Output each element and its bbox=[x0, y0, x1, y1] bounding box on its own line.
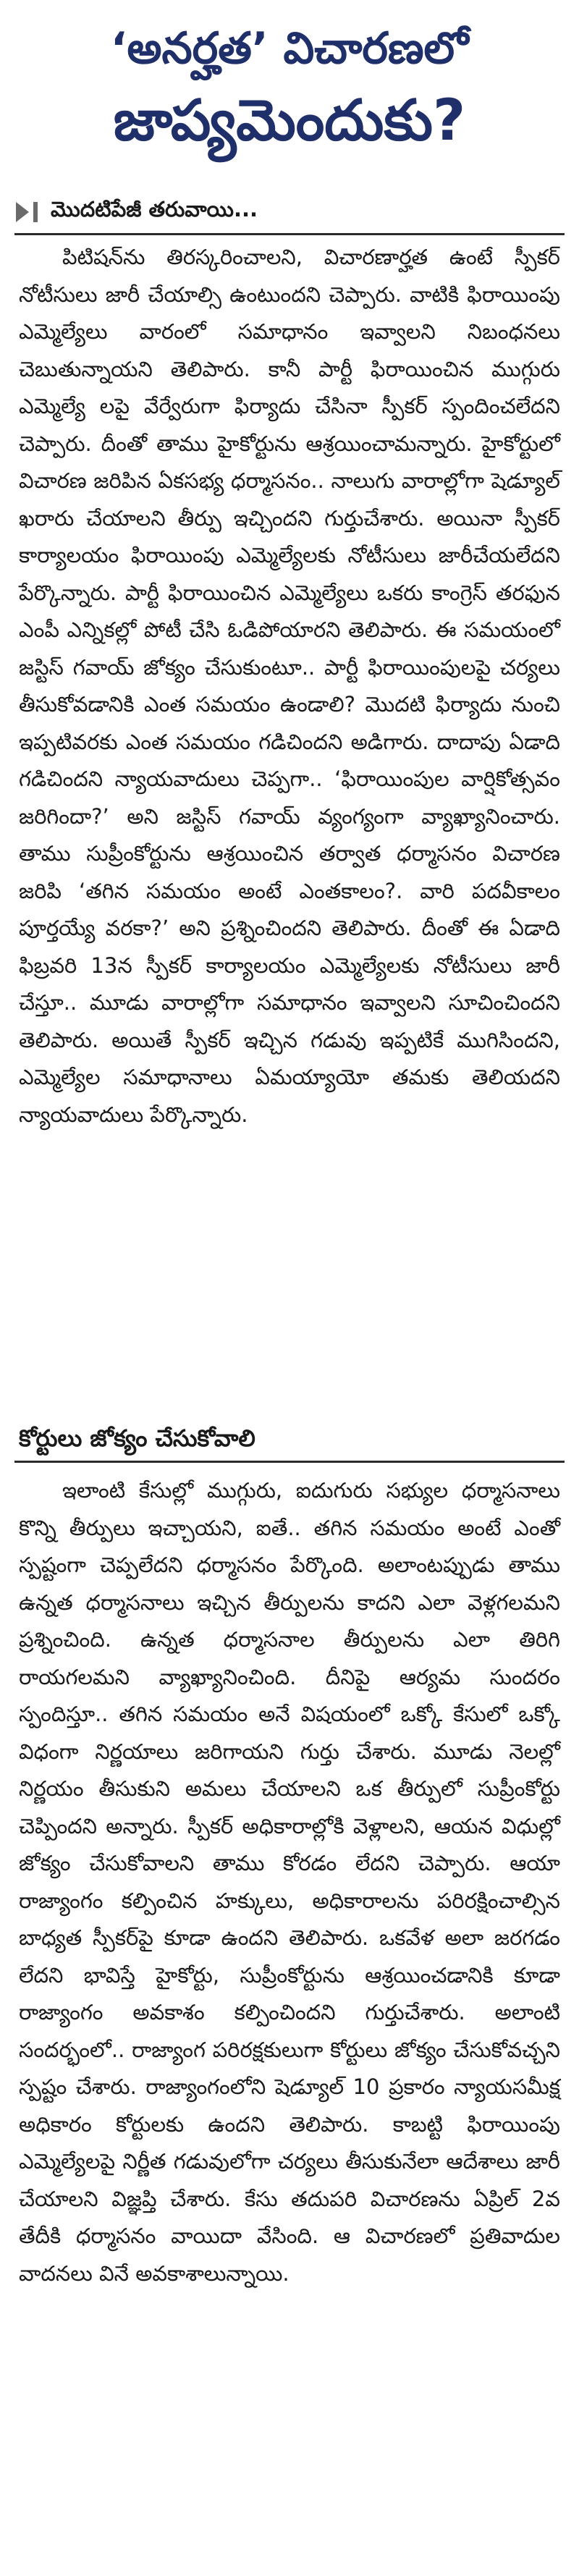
headline-line-1: ‘అనర్హత’ విచారణలో bbox=[110, 23, 469, 74]
top-rule bbox=[14, 233, 565, 235]
subheading: కోర్టులు జోక్యం చేసుకోవాలి bbox=[19, 1424, 255, 1452]
body-paragraph-1: పిటిషన్‌ను తిరస్కరించాలని, విచారణార్హత ఉంటే స్పీకర్ నోటీసులు జారీ చేయాల్సి ఉంటుందని చెప్పారు. వాటికి ఫిరాయింపు ఎమ్మెల్యేలు వారంలో సమాధానం ఇవ్వాలని నిబంధనలు చెబుతున్నాయని తెలిపారు. కానీ పార్టీ ఫిరాయించిన ముగ్గురు ఎమ్మెల్యే లపై వేర్వేరుగా ఫిర్యాదు చేసినా స్పీకర్ స్పందించలేదని చెప్పారు. దీంతో తాము హైకోర్టును ఆశ్రయించామన్నారు. హైకోర్టులో విచారణ జరిపిన ఏకసభ్య ధర్మాసనం.. నాలుగు వారాల్లోగా షెడ్యూల్ ఖరారు చేయాలని తీర్పు ఇచ్చిందని గుర్తుచేశారు. అయినా స్పీకర్ కార్యాలయం ఫిరాయింపు ఎమ్మెల్యేలకు నోటీసులు జారీచేయలేదని పేర్కొన్నారు. పార్టీ ఫిరాయించిన ఎమ్మెల్యేలు ఒకరు కాంగ్రెస్ తరఫున ఎంపీ ఎన్నికల్లో పోటీ చేసి ఓడిపోయారని తెలిపారు. ఈ సమయంలో జస్టిస్ గవాయ్ జోక్యం చేసుకుంటూ.. పార్టీ ఫిరాయింపులపై చర్యలు తీసుకోవడానికి ఎంత సమయం ఉండాలి? మొదటి ఫిర్యాదు నుంచి ఇప్పటివరకు ఎంత సమయం గడిచిందని అడిగారు. దాదాపు ఏడాది గడిచిందని న్యాయవాదులు చెప్పగా.. ‘ఫిరాయింపుల వార్షికోత్సవం జరిగిందా?’ అని జస్టిస్ గవాయ్ వ్యంగ్యంగా వ్యాఖ్యానించారు. తాము సుప్రీంకోర్టును ఆశ్రయించిన తర్వాత ధర్మాసనం విచారణ జరిపి ‘తగిన సమయం అంటే ఎంతకాలం?. వారి పదవీకాలం పూర్తయ్యే వరకా?’ అని ప్రశ్నించిందని తెలిపారు. దీంతో ఈ ఏడాది ఫిబ్రవరి 13న స్పీకర్ కార్యాలయం ఎమ్మెల్యేలకు నోటీసులు జారీ చేస్తూ.. మూడు వారాల్లోగా సమాధానం ఇవ్వాలని సూచించిందని తెలిపారు. అయితే స్పీకర్ ఇచ్చిన గడువు ఇప్పటికే ముగిసిందని, ఎమ్మెల్యేల సమాధానాలు ఏమయ్యాయో తమకు తెలియదని న్యాయవాదులు పేర్కొన్నారు. bbox=[19, 245, 560, 1127]
continuation-label: మొదటిపేజీ తరువాయి... bbox=[51, 197, 258, 221]
headline-line-2: జాప్యమెందుకు? bbox=[113, 88, 466, 153]
divider-bar bbox=[33, 202, 38, 222]
continuation-marker bbox=[16, 197, 305, 227]
body-paragraph-2: ఇలాంటి కేసుల్లో ముగ్గురు, ఐదుగురు సభ్యుల ధర్మాసనాలు కొన్ని తీర్పులు ఇచ్చాయని, ఐతే.. తగిన సమయం అంటే ఎంతో స్పష్టంగా చెప్పలేదని ధర్మాసనం పేర్కొంది. అలాంటప్పుడు తాము ఉన్నత ధర్మాసనాలు ఇచ్చిన తీర్పులను కాదని ఎలా వెళ్లగలమని ప్రశ్నించింది. ఉన్నత ధర్మాసనాల తీర్పులను ఎలా తిరిగి రాయగలమని వ్యాఖ్యానించింది. దీనిపై ఆర్యమ సుందరం స్పందిస్తూ.. తగిన సమయం అనే విషయంలో ఒక్కో కేసులో ఒక్కో విధంగా నిర్ణయాలు జరిగాయని గుర్తు చేశారు. మూడు నెలల్లో నిర్ణయం తీసుకుని అమలు చేయాలని ఒక తీర్పులో సుప్రీంకోర్టు చెప్పిందని అన్నారు. స్పీకర్ అధికారాల్లోకి వెళ్లాలని, ఆయన విధుల్లో జోక్యం చేసుకోవాలని తాము కోరడం లేదని చెప్పారు. ఆయా రాజ్యాంగం కల్పించిన హక్కులు, అధికారాలను పరిరక్షించాల్సిన బాధ్యత స్పీకర్‌పై కూడా ఉందని తెలిపారు. ఒకవేళ అలా జరగడం లేదని భావిస్తే హైకోర్టు, సుప్రీంకోర్టును ఆశ్రయించడానికి కూడా రాజ్యాంగం అవకాశం కల్పించిందని గుర్తుచేశారు. అలాంటి సందర్భంలో.. రాజ్యాంగ పరిరక్షకులుగా కోర్టులు జోక్యం చేసుకోవచ్చని స్పష్టం చేశారు. రాజ్యాంగంలోని షెడ్యూల్ 10 ప్రకారం న్యాయసమీక్ష అధికారం కోర్టులకు ఉందని తెలిపారు. కాబట్టి ఫిరాయింపు ఎమ్మెల్యేలపై నిర్ణీత గడువులోగా చర్యలు తీసుకునేలా ఆదేశాలు జారీ చేయాలని విజ్ఞప్తి చేశారు. కేసు తదుపరి విచారణను ఏప్రిల్ 2వ తేదీకి ధర్మాసనం వాయిదా వేసింది. ఆ విచారణలో ప్రతివాదుల వాదనలు వినే అవకాశాలున్నాయి. bbox=[19, 1478, 560, 2286]
subheading-rule bbox=[14, 1461, 565, 1463]
arrow-icon bbox=[16, 202, 29, 222]
